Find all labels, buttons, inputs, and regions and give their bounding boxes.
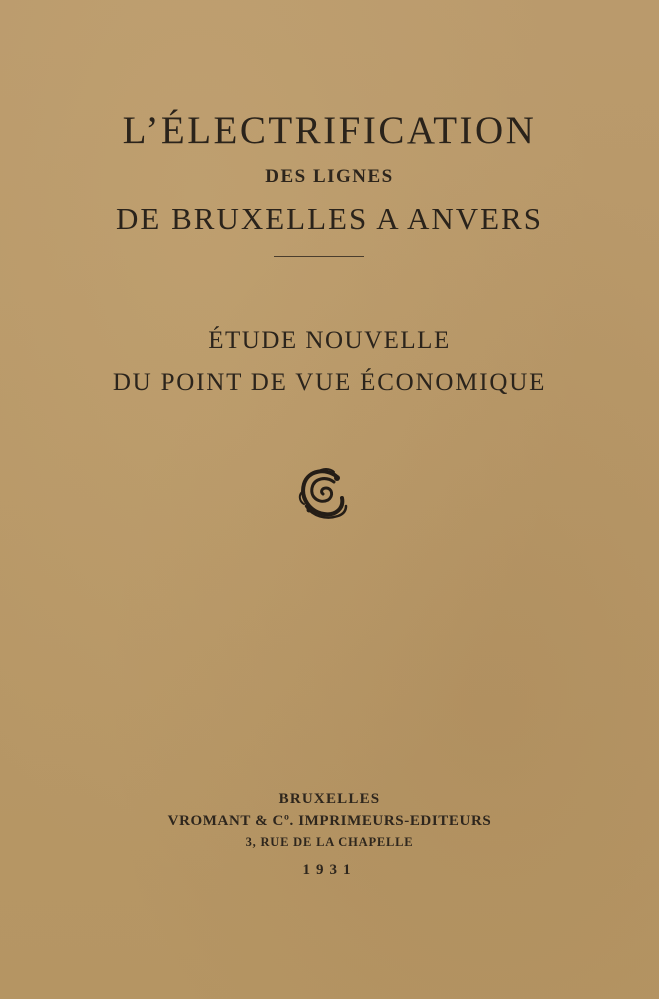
printer-ornament-icon [296, 466, 350, 522]
main-title-line1: L’ÉLECTRIFICATION [122, 109, 537, 152]
publication-year: 1931 [302, 862, 357, 878]
publisher-address: 3, RUE DE LA CHAPELLE [245, 835, 414, 849]
publisher-city: BRUXELLES [278, 791, 381, 807]
title-divider [274, 256, 364, 257]
main-title-line3: DE BRUXELLES A ANVERS [116, 201, 543, 236]
main-title-line2: DES LIGNES [265, 166, 394, 187]
publisher-name: VROMANT & Cº. IMPRIMEURS-EDITEURS [167, 813, 492, 829]
subtitle-line2: DU POINT DE VUE ÉCONOMIQUE [112, 369, 547, 396]
subtitle-line1: ÉTUDE NOUVELLE [208, 327, 451, 354]
